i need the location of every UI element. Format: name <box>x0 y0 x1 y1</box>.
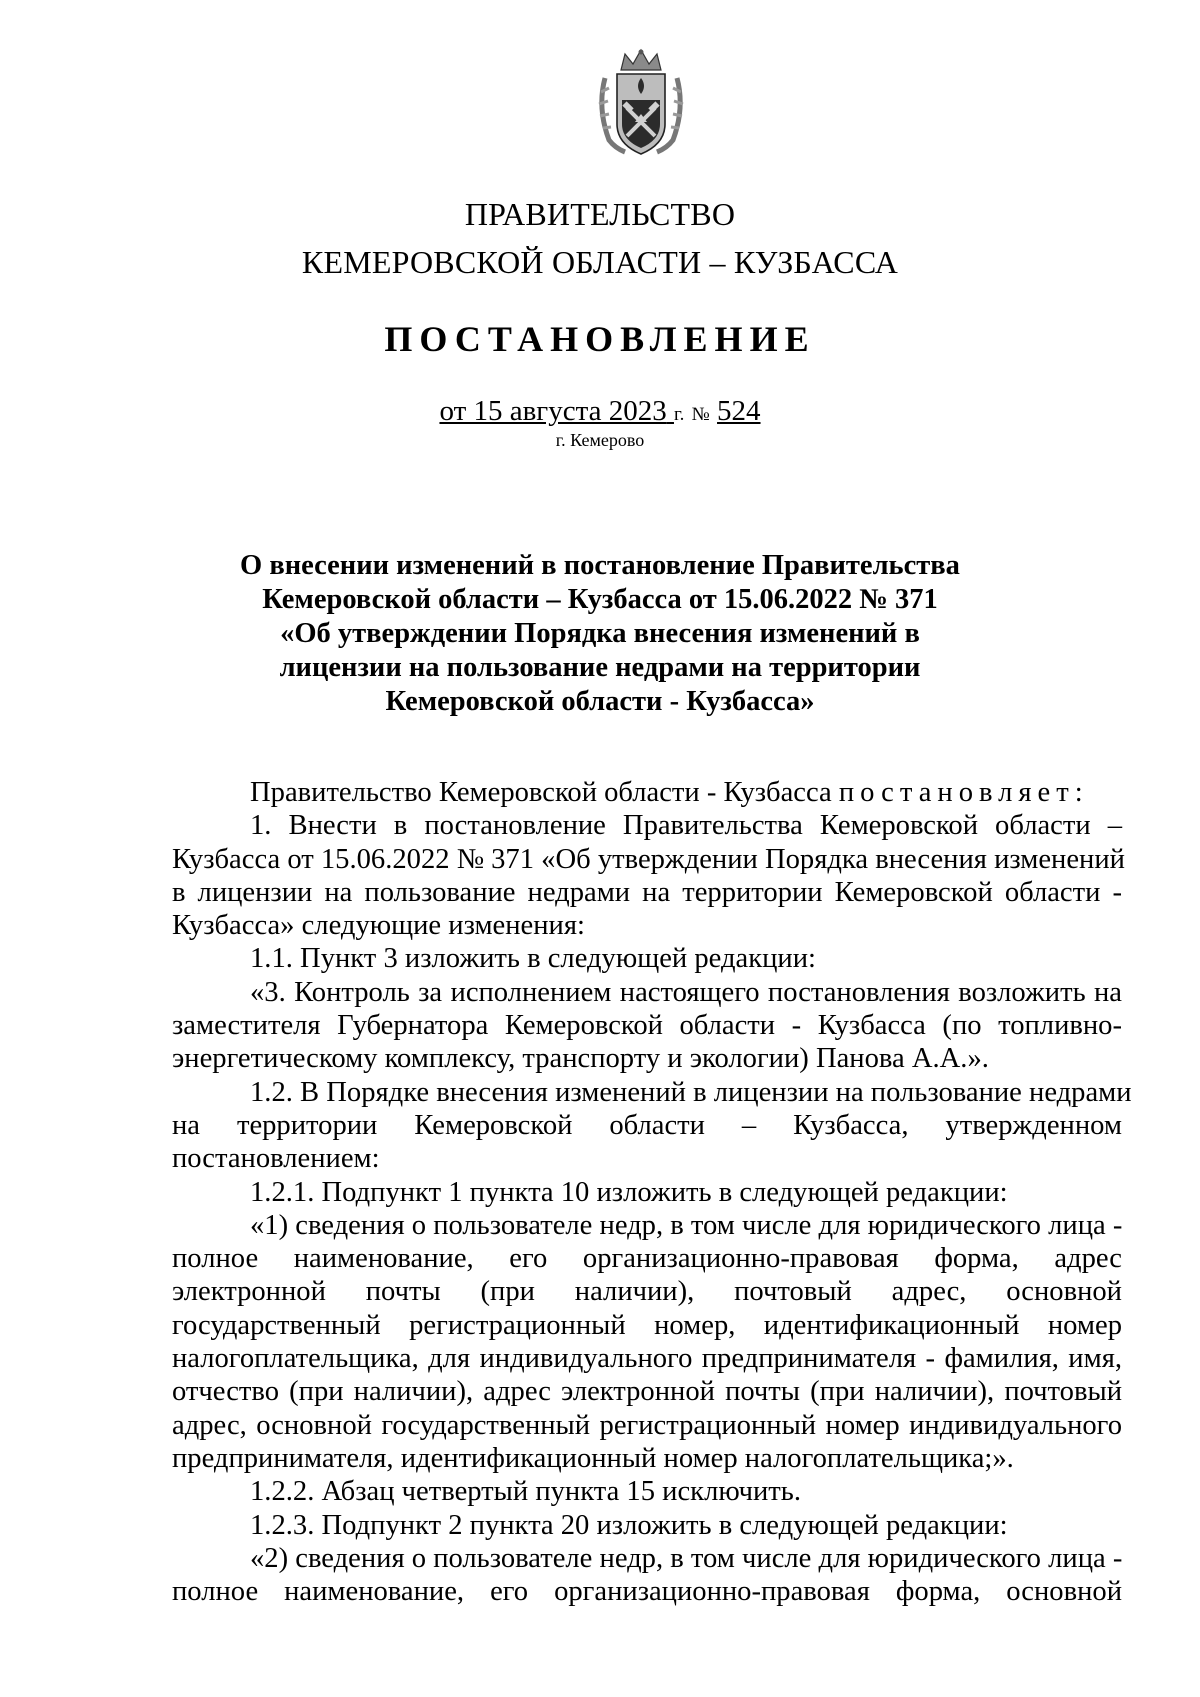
intro-resolves-word: постановляет <box>838 777 1075 808</box>
body-line: на территории Кемеровской области – Кузбасса, утвержденном <box>172 1109 1122 1141</box>
body-line: предпринимателя, идентификационный номер налогоплательщика;». <box>172 1442 1014 1474</box>
title-line: Кемеровской области - Кузбасса» <box>385 686 815 717</box>
body-line: 1.1. Пункт 3 изложить в следующей редакции: <box>250 943 816 975</box>
intro-colon: : <box>1074 777 1083 808</box>
year-suffix: г. <box>673 404 685 425</box>
title-line: «Об утверждении Порядка внесения изменений в <box>280 618 920 649</box>
title-line: лицензии на пользование недрами на территории <box>279 652 921 683</box>
body-line: в лицензии на пользование недрами на территории Кемеровской области - <box>172 876 1122 908</box>
document-date: от 15 августа 2023 <box>439 395 667 427</box>
body-line: электронной почты (при наличии), почтовый адрес, основной <box>172 1276 1122 1308</box>
body-line: отчество (при наличии), адрес электронной почты (при наличии), почтовый <box>172 1376 1122 1408</box>
body-line: «2) сведения о пользователе недр, в том числе для юридического лица - <box>250 1542 1123 1574</box>
body-line: государственный регистрационный номер, идентификационный номер <box>172 1309 1122 1341</box>
government-name-line-2: КЕМЕРОВСКОЙ ОБЛАСТИ – КУЗБАССА <box>301 244 899 280</box>
title-line: О внесении изменений в постановление Правительства <box>240 550 960 581</box>
body-intro-line <box>172 776 1122 809</box>
coat-of-arms-icon <box>595 48 687 160</box>
body-line: «3. Контроль за исполнением настоящего постановления возложить на <box>250 976 1122 1008</box>
body-line: 1.2. В Порядке внесения изменений в лицензии на пользование недрами <box>250 1076 1132 1108</box>
body-line: Кузбасса от 15.06.2022 № 371 «Об утверждении Порядка внесения изменений <box>172 843 1125 875</box>
body-line: постановлением: <box>172 1143 380 1175</box>
document-number: 524 <box>717 395 761 427</box>
number-sign: № <box>691 404 710 425</box>
body-line: «1) сведения о пользователе недр, в том числе для юридического лица - <box>250 1209 1123 1241</box>
body-line: полное наименование, его организационно-правовая форма, адрес <box>172 1243 1122 1275</box>
body-line: адрес, основной государственный регистрационный номер индивидуального <box>172 1409 1122 1441</box>
government-name-line-1: ПРАВИТЕЛЬСТВО <box>464 196 736 232</box>
body-line: 1.2.3. Подпункт 2 пункта 20 изложить в следующей редакции: <box>250 1509 1008 1541</box>
body-line: налогоплательщика, для индивидуального предпринимателя - фамилия, имя, <box>172 1343 1122 1375</box>
title-line: Кемеровской области – Кузбасса от 15.06.2022 № 371 <box>262 584 938 615</box>
body-line: 1. Внести в постановление Правительства Кемеровской области – <box>250 810 1122 842</box>
body-line: Кузбасса» следующие изменения: <box>172 910 585 942</box>
body-line: 1.2.1. Подпункт 1 пункта 10 изложить в следующей редакции: <box>250 1176 1008 1208</box>
document-type-heading: ПОСТАНОВЛЕНИЕ <box>384 319 816 359</box>
document-dateline <box>0 395 1200 428</box>
body-line: энергетическому комплексу, транспорту и экологии) Панова А.А.». <box>172 1043 989 1075</box>
document-city: г. Кемерово <box>555 430 645 450</box>
body-line: полное наименование, его организационно-правовая форма, основной <box>172 1576 1122 1608</box>
intro-text: Правительство Кемеровской области - Кузбасса <box>250 777 832 808</box>
document-body <box>172 776 1132 1608</box>
document-title <box>210 549 990 719</box>
body-line: 1.2.2. Абзац четвертый пункта 15 исключить. <box>250 1476 801 1508</box>
body-line: заместителя Губернатора Кемеровской области - Кузбасса (по топливно- <box>172 1010 1122 1042</box>
